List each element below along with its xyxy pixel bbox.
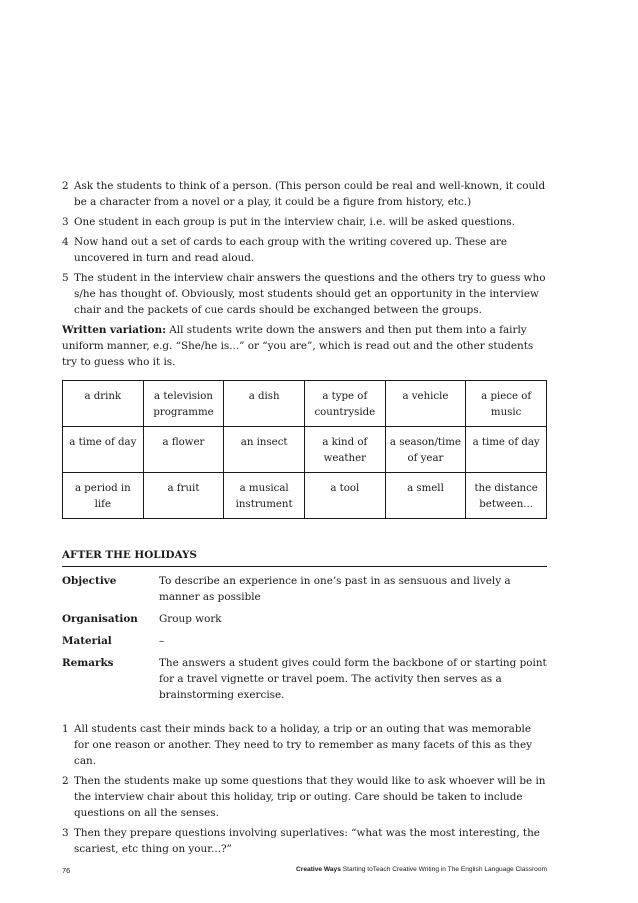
list-item: 2 Ask the students to think of a person. (This person could be real and well-known, it could be a character from a novel or a play, it could be a figure from history, etc.) [62, 180, 546, 208]
table-cell: the distance between... [466, 473, 547, 519]
table-cell: a television programme [143, 381, 224, 427]
table-cell: an insect [224, 427, 305, 473]
list-item: 4 Now hand out a set of cards to each group with the writing covered up. These are uncovered in turn and read aloud. [62, 236, 508, 264]
table-row [63, 381, 547, 427]
cue-card-table [62, 380, 547, 519]
page-body [62, 178, 547, 861]
table-cell: a drink [63, 381, 144, 427]
table-cell: a tool [304, 473, 385, 519]
book-title: Creative Ways Starting toTeach Creative Writing in The English Language Classroom [296, 866, 547, 873]
page-number: 76 [62, 866, 71, 875]
table-cell: a fruit [143, 473, 224, 519]
table-row [63, 427, 547, 473]
list-item: 5 The student in the interview chair answers the questions and the others try to guess who s/he has thought of. Obviously, most students should get an opportunity in the interview chair and the packets of cue cards should be exchanged between the groups. [62, 272, 546, 316]
table-cell: a period in life [63, 473, 144, 519]
list-item: 1 All students cast their minds back to a holiday, a trip or an outing that was memorable for one reason or another. They need to try to remember as many facets of this as they can. [62, 723, 533, 767]
page-footer [62, 866, 547, 875]
table-cell: a piece of music [466, 381, 547, 427]
table-cell: a vehicle [385, 381, 466, 427]
table-cell: a time of day [466, 427, 547, 473]
table-cell: a musical instrument [224, 473, 305, 519]
list-item: 3 Then they prepare questions involving superlatives: “what was the most interesting, the scariest, etc thing on your...?” [62, 827, 540, 855]
instruction-list [62, 178, 547, 318]
table-cell: a kind of weather [304, 427, 385, 473]
table-cell: a dish [224, 381, 305, 427]
table-row [63, 473, 547, 519]
organisation-row: Organisation Group work [62, 613, 222, 625]
table-cell: a smell [385, 473, 466, 519]
list-item: 2 Then the students make up some questions that they would like to ask whoever will be in the interview chair about this holiday, trip or outing. Care should be taken to include questions on all the senses. [62, 775, 546, 819]
table-cell: a type of countryside [304, 381, 385, 427]
step-list [62, 721, 547, 857]
objective-row: Objective To describe an experience in one’s past in as sensuous and lively a manner as possible [62, 575, 511, 603]
section-title: AFTER THE HOLIDAYS [62, 547, 547, 567]
table-cell: a season/time of year [385, 427, 466, 473]
table-cell: a time of day [63, 427, 144, 473]
table-cell: a flower [143, 427, 224, 473]
list-item: 3 One student in each group is put in the interview chair, i.e. will be asked questions. [62, 216, 516, 228]
written-variation: Written variation: All students write down the answers and then put them into a fairly uniform manner, e.g. “She/he is...” or “you are”, which is read out and the other students try to guess who it is. [62, 324, 534, 368]
remarks-row: Remarks The answers a student gives could form the backbone of or starting point for a travel vignette or travel poem. The activity then serves as a brainstorming exercise. [62, 657, 547, 701]
material-row: Material – [62, 635, 165, 647]
